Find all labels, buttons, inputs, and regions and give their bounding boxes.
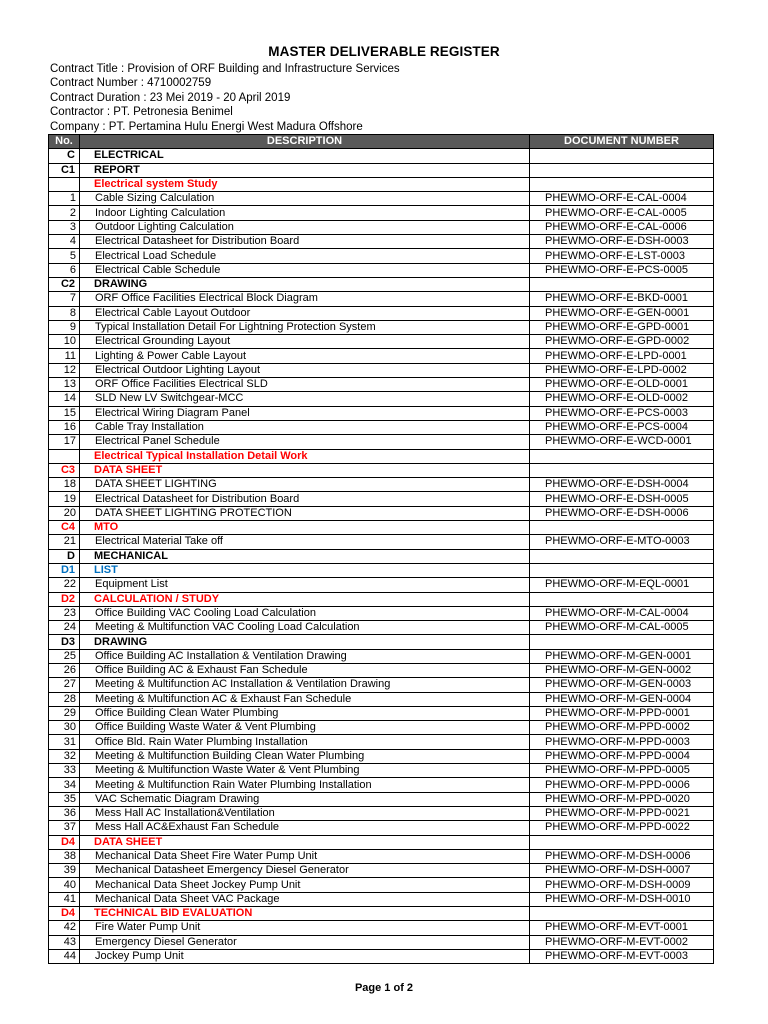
row-number: 41 <box>49 892 80 906</box>
table-row <box>49 778 714 792</box>
row-number: 17 <box>49 435 80 449</box>
row-description: Electrical Material Take off <box>80 535 530 549</box>
row-description: ORF Office Facilities Electrical SLD <box>80 378 530 392</box>
table-row <box>49 649 714 663</box>
table-row <box>49 621 714 635</box>
row-document-number: PHEWMO-ORF-E-OLD-0001 <box>530 378 714 392</box>
row-description: DRAWING <box>80 277 530 291</box>
row-document-number <box>530 521 714 535</box>
row-document-number: PHEWMO-ORF-M-PPD-0001 <box>530 706 714 720</box>
table-row <box>49 349 714 363</box>
row-document-number: PHEWMO-ORF-E-DSH-0003 <box>530 235 714 249</box>
row-description: DRAWING <box>80 635 530 649</box>
row-document-number: PHEWMO-ORF-M-GEN-0001 <box>530 649 714 663</box>
row-description: Typical Installation Detail For Lightning Protection System <box>80 320 530 334</box>
row-number: D4 <box>49 835 80 849</box>
header-no: No. <box>49 135 80 149</box>
table-row <box>49 521 714 535</box>
row-description: Office Building Clean Water Plumbing <box>80 706 530 720</box>
row-number: 33 <box>49 764 80 778</box>
row-description: Meeting & Multifunction VAC Cooling Load Calculation <box>80 621 530 635</box>
row-number: 43 <box>49 935 80 949</box>
row-number: 32 <box>49 749 80 763</box>
row-description: Electrical Load Schedule <box>80 249 530 263</box>
row-number: 12 <box>49 363 80 377</box>
row-document-number: PHEWMO-ORF-E-DSH-0004 <box>530 478 714 492</box>
row-number: C3 <box>49 463 80 477</box>
table-row <box>49 864 714 878</box>
row-number: C1 <box>49 163 80 177</box>
table-row <box>49 335 714 349</box>
table-row <box>49 578 714 592</box>
row-description: Fire Water Pump Unit <box>80 921 530 935</box>
row-number: 4 <box>49 235 80 249</box>
table-row <box>49 277 714 291</box>
row-document-number: PHEWMO-ORF-M-PPD-0005 <box>530 764 714 778</box>
row-description: Electrical Typical Installation Detail Work <box>80 449 530 463</box>
row-number: 14 <box>49 392 80 406</box>
row-document-number: PHEWMO-ORF-M-DSH-0006 <box>530 849 714 863</box>
row-description: Electrical Datasheet for Distribution Board <box>80 492 530 506</box>
row-document-number <box>530 592 714 606</box>
row-document-number: PHEWMO-ORF-M-CAL-0004 <box>530 606 714 620</box>
row-document-number: PHEWMO-ORF-E-DSH-0006 <box>530 506 714 520</box>
row-description: DATA SHEET <box>80 463 530 477</box>
page-footer: Page 1 of 2 <box>354 982 414 994</box>
row-number: D2 <box>49 592 80 606</box>
row-number: 35 <box>49 792 80 806</box>
row-number: 11 <box>49 349 80 363</box>
row-document-number: PHEWMO-ORF-E-MTO-0003 <box>530 535 714 549</box>
row-description: Electrical Panel Schedule <box>80 435 530 449</box>
row-document-number: PHEWMO-ORF-M-EVT-0002 <box>530 935 714 949</box>
row-document-number: PHEWMO-ORF-E-LST-0003 <box>530 249 714 263</box>
row-document-number: PHEWMO-ORF-E-PCS-0004 <box>530 420 714 434</box>
table-row <box>49 449 714 463</box>
row-document-number <box>530 149 714 163</box>
row-description: Outdoor Lighting Calculation <box>80 220 530 234</box>
row-description: Electrical Outdoor Lighting Layout <box>80 363 530 377</box>
row-description: Electrical system Study <box>80 177 530 191</box>
table-row <box>49 478 714 492</box>
row-description: Office Building AC Installation & Ventilation Drawing <box>80 649 530 663</box>
table-row <box>49 821 714 835</box>
row-document-number: PHEWMO-ORF-M-EVT-0001 <box>530 921 714 935</box>
row-description: Office Bld. Rain Water Plumbing Installation <box>80 735 530 749</box>
row-document-number: PHEWMO-ORF-E-BKD-0001 <box>530 292 714 306</box>
table-row <box>49 220 714 234</box>
table-row <box>49 764 714 778</box>
table-row <box>49 549 714 563</box>
row-number <box>49 177 80 191</box>
row-number: 44 <box>49 949 80 963</box>
row-number: 9 <box>49 320 80 334</box>
table-row <box>49 492 714 506</box>
deliverable-table <box>48 134 714 964</box>
row-document-number <box>530 563 714 577</box>
row-description: Meeting & Multifunction AC & Exhaust Fan Schedule <box>80 692 530 706</box>
row-number: 15 <box>49 406 80 420</box>
row-number: 2 <box>49 206 80 220</box>
row-number: 38 <box>49 849 80 863</box>
row-description: Electrical Datasheet for Distribution Board <box>80 235 530 249</box>
table-row <box>49 292 714 306</box>
table-row <box>49 635 714 649</box>
row-document-number <box>530 449 714 463</box>
table-row <box>49 935 714 949</box>
table-row <box>49 592 714 606</box>
row-document-number: PHEWMO-ORF-M-GEN-0002 <box>530 663 714 677</box>
row-number: C4 <box>49 521 80 535</box>
company: Company : PT. Pertamina Hulu Energi West Madura Offshore <box>50 120 363 133</box>
row-number: 6 <box>49 263 80 277</box>
row-description: Electrical Grounding Layout <box>80 335 530 349</box>
table-row <box>49 849 714 863</box>
table-row <box>49 378 714 392</box>
row-description: Office Building AC & Exhaust Fan Schedule <box>80 663 530 677</box>
row-description: LIST <box>80 563 530 577</box>
row-number: 5 <box>49 249 80 263</box>
table-row <box>49 535 714 549</box>
row-description: TECHNICAL BID EVALUATION <box>80 907 530 921</box>
row-description: Meeting & Multifunction AC Installation & Ventilation Drawing <box>80 678 530 692</box>
table-row <box>49 149 714 163</box>
row-number: D <box>49 549 80 563</box>
row-description: Cable Tray Installation <box>80 420 530 434</box>
row-description: Meeting & Multifunction Rain Water Plumbing Installation <box>80 778 530 792</box>
row-number: 37 <box>49 821 80 835</box>
table-row <box>49 435 714 449</box>
row-number: 21 <box>49 535 80 549</box>
row-document-number: PHEWMO-ORF-M-PPD-0003 <box>530 735 714 749</box>
row-description: Office Building Waste Water & Vent Plumbing <box>80 721 530 735</box>
row-description: Office Building VAC Cooling Load Calculation <box>80 606 530 620</box>
row-number: D1 <box>49 563 80 577</box>
row-description: ELECTRICAL <box>80 149 530 163</box>
row-description: Emergency Diesel Generator <box>80 935 530 949</box>
table-row <box>49 263 714 277</box>
table-row <box>49 206 714 220</box>
table-row <box>49 721 714 735</box>
table-row <box>49 320 714 334</box>
row-document-number: PHEWMO-ORF-E-GEN-0001 <box>530 306 714 320</box>
row-description: Lighting & Power Cable Layout <box>80 349 530 363</box>
row-number: C <box>49 149 80 163</box>
table-row <box>49 835 714 849</box>
row-number: 19 <box>49 492 80 506</box>
row-number: C2 <box>49 277 80 291</box>
table-row <box>49 235 714 249</box>
row-description: ORF Office Facilities Electrical Block Diagram <box>80 292 530 306</box>
row-number: 27 <box>49 678 80 692</box>
row-description: Meeting & Multifunction Waste Water & Vent Plumbing <box>80 764 530 778</box>
row-description: Electrical Cable Schedule <box>80 263 530 277</box>
header-description: DESCRIPTION <box>80 135 530 149</box>
table-row <box>49 606 714 620</box>
row-number: 39 <box>49 864 80 878</box>
row-description: Equipment List <box>80 578 530 592</box>
row-description: DATA SHEET LIGHTING <box>80 478 530 492</box>
header-document-number: DOCUMENT NUMBER <box>530 135 714 149</box>
contract-info <box>50 62 400 134</box>
row-number: 23 <box>49 606 80 620</box>
row-description: Cable Sizing Calculation <box>80 192 530 206</box>
row-number: 7 <box>49 292 80 306</box>
table-row <box>49 678 714 692</box>
table-row <box>49 735 714 749</box>
row-document-number: PHEWMO-ORF-M-EQL-0001 <box>530 578 714 592</box>
row-document-number: PHEWMO-ORF-E-CAL-0005 <box>530 206 714 220</box>
row-description: Mess Hall AC Installation&Ventilation <box>80 806 530 820</box>
table-header-row <box>49 135 714 149</box>
row-document-number: PHEWMO-ORF-E-GPD-0002 <box>530 335 714 349</box>
row-description: Meeting & Multifunction Building Clean Water Plumbing <box>80 749 530 763</box>
table-row <box>49 792 714 806</box>
row-description: CALCULATION / STUDY <box>80 592 530 606</box>
row-document-number <box>530 549 714 563</box>
row-document-number: PHEWMO-ORF-E-DSH-0005 <box>530 492 714 506</box>
row-number: 36 <box>49 806 80 820</box>
row-number: 29 <box>49 706 80 720</box>
row-document-number <box>530 907 714 921</box>
row-number: 22 <box>49 578 80 592</box>
row-document-number: PHEWMO-ORF-E-PCS-0005 <box>530 263 714 277</box>
row-document-number: PHEWMO-ORF-M-GEN-0003 <box>530 678 714 692</box>
row-number: D4 <box>49 907 80 921</box>
row-description: Mechanical Data Sheet Jockey Pump Unit <box>80 878 530 892</box>
table-row <box>49 177 714 191</box>
row-document-number <box>530 635 714 649</box>
row-number: 8 <box>49 306 80 320</box>
row-document-number: PHEWMO-ORF-E-LPD-0002 <box>530 363 714 377</box>
row-description: Mechanical Data Sheet Fire Water Pump Unit <box>80 849 530 863</box>
row-description: Jockey Pump Unit <box>80 949 530 963</box>
row-description: MECHANICAL <box>80 549 530 563</box>
row-document-number: PHEWMO-ORF-M-PPD-0006 <box>530 778 714 792</box>
table-row <box>49 806 714 820</box>
row-description: DATA SHEET LIGHTING PROTECTION <box>80 506 530 520</box>
row-document-number <box>530 177 714 191</box>
row-number: 20 <box>49 506 80 520</box>
contract-number: Contract Number : 4710002759 <box>50 77 212 90</box>
row-number: 18 <box>49 478 80 492</box>
row-description: Electrical Cable Layout Outdoor <box>80 306 530 320</box>
row-document-number: PHEWMO-ORF-M-EVT-0003 <box>530 949 714 963</box>
row-document-number: PHEWMO-ORF-M-GEN-0004 <box>530 692 714 706</box>
row-document-number: PHEWMO-ORF-M-PPD-0004 <box>530 749 714 763</box>
row-number: 31 <box>49 735 80 749</box>
row-document-number: PHEWMO-ORF-M-DSH-0009 <box>530 878 714 892</box>
row-description: REPORT <box>80 163 530 177</box>
row-description: Mechanical Data Sheet VAC Package <box>80 892 530 906</box>
row-document-number: PHEWMO-ORF-E-CAL-0004 <box>530 192 714 206</box>
row-number: 24 <box>49 621 80 635</box>
table-row <box>49 306 714 320</box>
row-description: Mess Hall AC&Exhaust Fan Schedule <box>80 821 530 835</box>
row-document-number: PHEWMO-ORF-M-PPD-0020 <box>530 792 714 806</box>
table-row <box>49 663 714 677</box>
row-document-number: PHEWMO-ORF-E-WCD-0001 <box>530 435 714 449</box>
table-row <box>49 563 714 577</box>
row-description: Mechanical Datasheet Emergency Diesel Generator <box>80 864 530 878</box>
row-number: 25 <box>49 649 80 663</box>
table-row <box>49 363 714 377</box>
row-document-number: PHEWMO-ORF-M-CAL-0005 <box>530 621 714 635</box>
table-row <box>49 420 714 434</box>
row-document-number: PHEWMO-ORF-E-PCS-0003 <box>530 406 714 420</box>
row-number: 28 <box>49 692 80 706</box>
row-number: 13 <box>49 378 80 392</box>
row-document-number: PHEWMO-ORF-M-DSH-0010 <box>530 892 714 906</box>
contract-title: Contract Title : Provision of ORF Building and Infrastructure Services <box>50 63 400 75</box>
row-document-number: PHEWMO-ORF-M-PPD-0022 <box>530 821 714 835</box>
row-document-number <box>530 163 714 177</box>
contract-duration: Contract Duration : 23 Mei 2019 - 20 April 2019 <box>50 91 291 104</box>
table-row <box>49 892 714 906</box>
table-row <box>49 406 714 420</box>
row-number: 34 <box>49 778 80 792</box>
row-description: MTO <box>80 521 530 535</box>
table-row <box>49 163 714 177</box>
row-number: 1 <box>49 192 80 206</box>
row-number: 40 <box>49 878 80 892</box>
document-title: MASTER DELIVERABLE REGISTER <box>268 44 500 59</box>
row-number: 42 <box>49 921 80 935</box>
row-number: D3 <box>49 635 80 649</box>
row-description: VAC Schematic Diagram Drawing <box>80 792 530 806</box>
table-row <box>49 692 714 706</box>
table-row <box>49 463 714 477</box>
row-document-number: PHEWMO-ORF-M-PPD-0021 <box>530 806 714 820</box>
row-number: 10 <box>49 335 80 349</box>
row-description: DATA SHEET <box>80 835 530 849</box>
table-row <box>49 878 714 892</box>
row-document-number: PHEWMO-ORF-E-OLD-0002 <box>530 392 714 406</box>
table-row <box>49 949 714 963</box>
table-row <box>49 249 714 263</box>
row-document-number <box>530 277 714 291</box>
contractor: Contractor : PT. Petronesia Benimel <box>50 106 233 119</box>
row-number: 26 <box>49 663 80 677</box>
row-document-number: PHEWMO-ORF-M-DSH-0007 <box>530 864 714 878</box>
table-row <box>49 506 714 520</box>
row-document-number: PHEWMO-ORF-E-GPD-0001 <box>530 320 714 334</box>
row-document-number: PHEWMO-ORF-E-LPD-0001 <box>530 349 714 363</box>
row-description: Indoor Lighting Calculation <box>80 206 530 220</box>
row-document-number <box>530 835 714 849</box>
table-row <box>49 392 714 406</box>
table-row <box>49 907 714 921</box>
table-row <box>49 749 714 763</box>
table-row <box>49 706 714 720</box>
row-number <box>49 449 80 463</box>
table-row <box>49 192 714 206</box>
row-document-number: PHEWMO-ORF-E-CAL-0006 <box>530 220 714 234</box>
row-number: 16 <box>49 420 80 434</box>
table-row <box>49 921 714 935</box>
row-number: 3 <box>49 220 80 234</box>
row-document-number <box>530 463 714 477</box>
row-document-number: PHEWMO-ORF-M-PPD-0002 <box>530 721 714 735</box>
row-number: 30 <box>49 721 80 735</box>
row-description: SLD New LV Switchgear-MCC <box>80 392 530 406</box>
row-description: Electrical Wiring Diagram Panel <box>80 406 530 420</box>
